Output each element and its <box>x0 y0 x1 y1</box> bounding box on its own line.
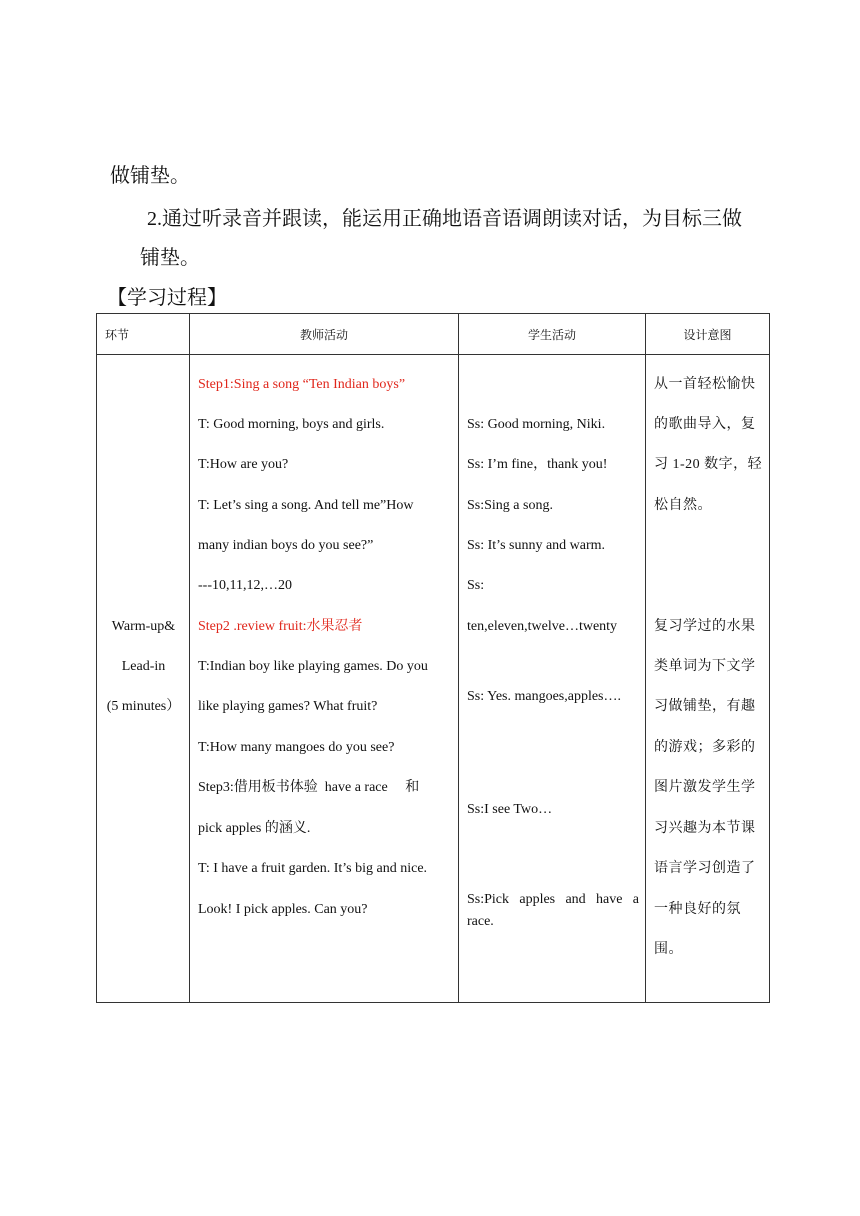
teacher-step-1: Step1:Sing a song “Ten Indian boys” <box>198 377 406 392</box>
student-line: ten,eleven,twelve…twenty <box>467 619 618 634</box>
stage-line: Lead-in <box>121 659 166 674</box>
teacher-line: T: Let’s sing a song. And tell me”How <box>198 498 414 513</box>
design-line: 习兴趣为本节课 <box>654 821 756 836</box>
design-line: 从一首轻松愉快 <box>654 377 756 392</box>
table-header-row <box>97 314 770 355</box>
teacher-line: T:How are you? <box>198 457 289 472</box>
intro-goal-2-cont: 铺垫。 <box>140 247 200 269</box>
teacher-line: ---10,11,12,…20 <box>198 578 292 593</box>
design-line: 围。 <box>654 942 683 957</box>
design-line: 松自然。 <box>654 498 712 513</box>
design-line: 复习学过的水果 <box>654 619 756 634</box>
design-line: 类单词为下文学 <box>654 659 756 674</box>
teacher-cell <box>190 355 459 1003</box>
student-line: Ss:I see Two… <box>467 802 553 817</box>
design-line: 语言学习创造了 <box>654 861 756 876</box>
student-line: race. <box>467 914 494 929</box>
teacher-step-2: Step2 .review fruit:水果忍者 <box>198 619 363 634</box>
student-line: Ss: Yes. mangoes,apples…. <box>467 689 622 704</box>
teacher-line: many indian boys do you see?” <box>198 538 374 553</box>
student-line: Ss: It’s sunny and warm. <box>467 538 606 553</box>
design-line: 习做铺垫，有趣 <box>654 699 756 714</box>
header-stage: 环节 <box>97 314 190 355</box>
student-line: Ss: Good morning, Niki. <box>467 417 606 432</box>
intro-line-1: 做铺垫。 <box>110 165 190 187</box>
student-line: Ss:Pick apples and have a <box>467 892 639 907</box>
table-row <box>97 355 770 1003</box>
header-teacher: 教师活动 <box>190 314 459 355</box>
student-cell <box>459 355 646 1003</box>
student-line: Ss: <box>467 578 485 593</box>
teacher-line: Look! I pick apples. Can you? <box>198 902 368 917</box>
teacher-step-3: Step3:借用板书体验 have a race 和 <box>198 780 420 795</box>
teacher-line: like playing games? What fruit? <box>198 699 378 714</box>
header-design: 设计意图 <box>646 314 770 355</box>
stage-line: (5 minutes） <box>106 699 181 714</box>
student-line: Ss: I’m fine，thank you! <box>467 457 608 472</box>
header-student: 学生活动 <box>459 314 646 355</box>
stage-line: Warm-up& <box>111 619 176 634</box>
design-line: 图片激发学生学 <box>654 780 756 795</box>
design-line: 习 1-20 数字，轻 <box>654 457 763 472</box>
teacher-line: T: I have a fruit garden. It’s big and nice. <box>198 861 428 876</box>
intro-goal-2: 2.通过听录音并跟读，能运用正确地语音语调朗读对话，为目标三做 <box>147 208 742 230</box>
teacher-line: T:How many mangoes do you see? <box>198 740 395 755</box>
section-heading: 【学习过程】 <box>107 287 227 309</box>
design-line: 的歌曲导入，复 <box>654 417 756 432</box>
student-line: Ss:Sing a song. <box>467 498 553 513</box>
teacher-line: pick apples 的涵义. <box>198 821 311 836</box>
design-line: 一种良好的氛 <box>654 902 741 917</box>
teacher-line: T: Good morning, boys and girls. <box>198 417 385 432</box>
teacher-line: T:Indian boy like playing games. Do you <box>198 659 428 674</box>
design-cell <box>646 355 770 1003</box>
stage-cell <box>97 355 190 1003</box>
design-line: 的游戏；多彩的 <box>654 740 756 755</box>
learning-process-table <box>96 313 770 1003</box>
